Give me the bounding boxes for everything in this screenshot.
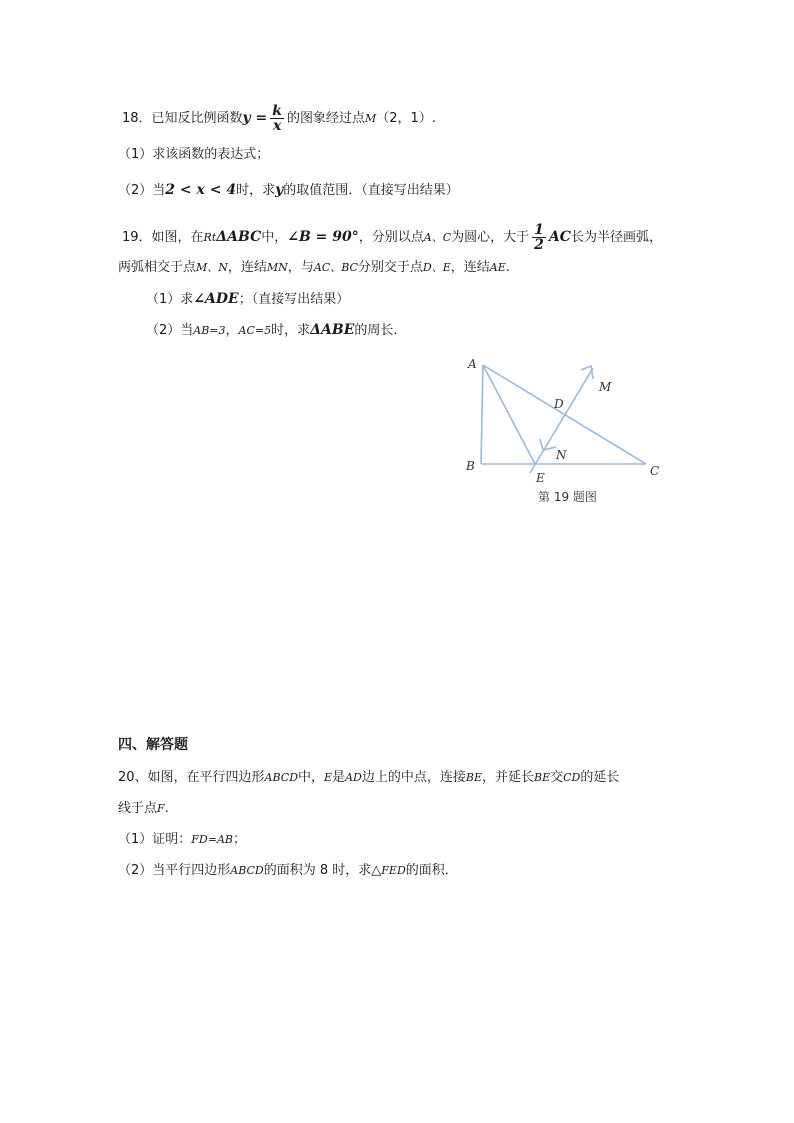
section-heading: 四、解答题 [118,737,188,753]
label-a: A [468,357,477,371]
q19-part2: （2）当AB=3，AC=5时，求ΔABE的周长． [146,322,407,338]
q20-part2: （2）当平行四边形ABCD的面积为 8 时，求△FED的面积． [118,863,458,878]
q18-intro: 18．已知反比例函数 [122,111,243,126]
label-e: E [536,471,545,485]
segment-ae [483,365,535,464]
q18-after-fn: 的图象经过点 [287,111,366,126]
q18-eq-lhs: y = [242,110,268,126]
q19-line2: 两弧相交于点M、N，连结MN，与AC、BC分别交于点D、E，连结AE. [118,260,510,275]
q19-line1: 19．如图，在RtΔABC中，∠B = 90°，分别以点A、C为圆心，大于 $\frac{1}{2}$ AC长为半径画弧， [122,222,662,253]
label-c: C [650,464,660,478]
label-d: D [554,397,564,411]
q20-line1: 20、如图，在平行四边形ABCD中，E是AD边上的中点，连接BE，并延长BE交CD的延长 [118,770,620,785]
q20-line2: 线于点F. [118,801,169,816]
segment-ab [481,365,483,464]
label-b: B [466,459,475,473]
q18-y: y [275,182,284,198]
q19-figure [460,348,680,513]
label-n: N [556,448,567,462]
q18-part2: （2）当2 < x < 4时，求y的取值范围．（直接写出结果） [118,182,459,198]
q20-part1: （1）证明：FD=AB； [118,832,246,847]
q18-point-coords: （2，1）. [376,111,436,126]
figure-caption: 第 19 题图 [538,490,597,504]
label-m: M [599,380,612,394]
q19-angle: ∠B = 90° [287,229,359,245]
q18-part1: （1）求该函数的表达式； [118,147,270,162]
q19-half: $\frac{1}{2}$ [534,222,544,253]
q18-fraction: $\frac{k}{x}$ [272,103,282,134]
q19-part1: （1）求∠ADE；（直接写出结果） [146,291,350,307]
q18-point-name: M [365,112,377,125]
q18-line [122,104,436,133]
q18-range: 2 < x < 4 [165,182,237,198]
q19-triangle: ΔABC [216,229,262,245]
